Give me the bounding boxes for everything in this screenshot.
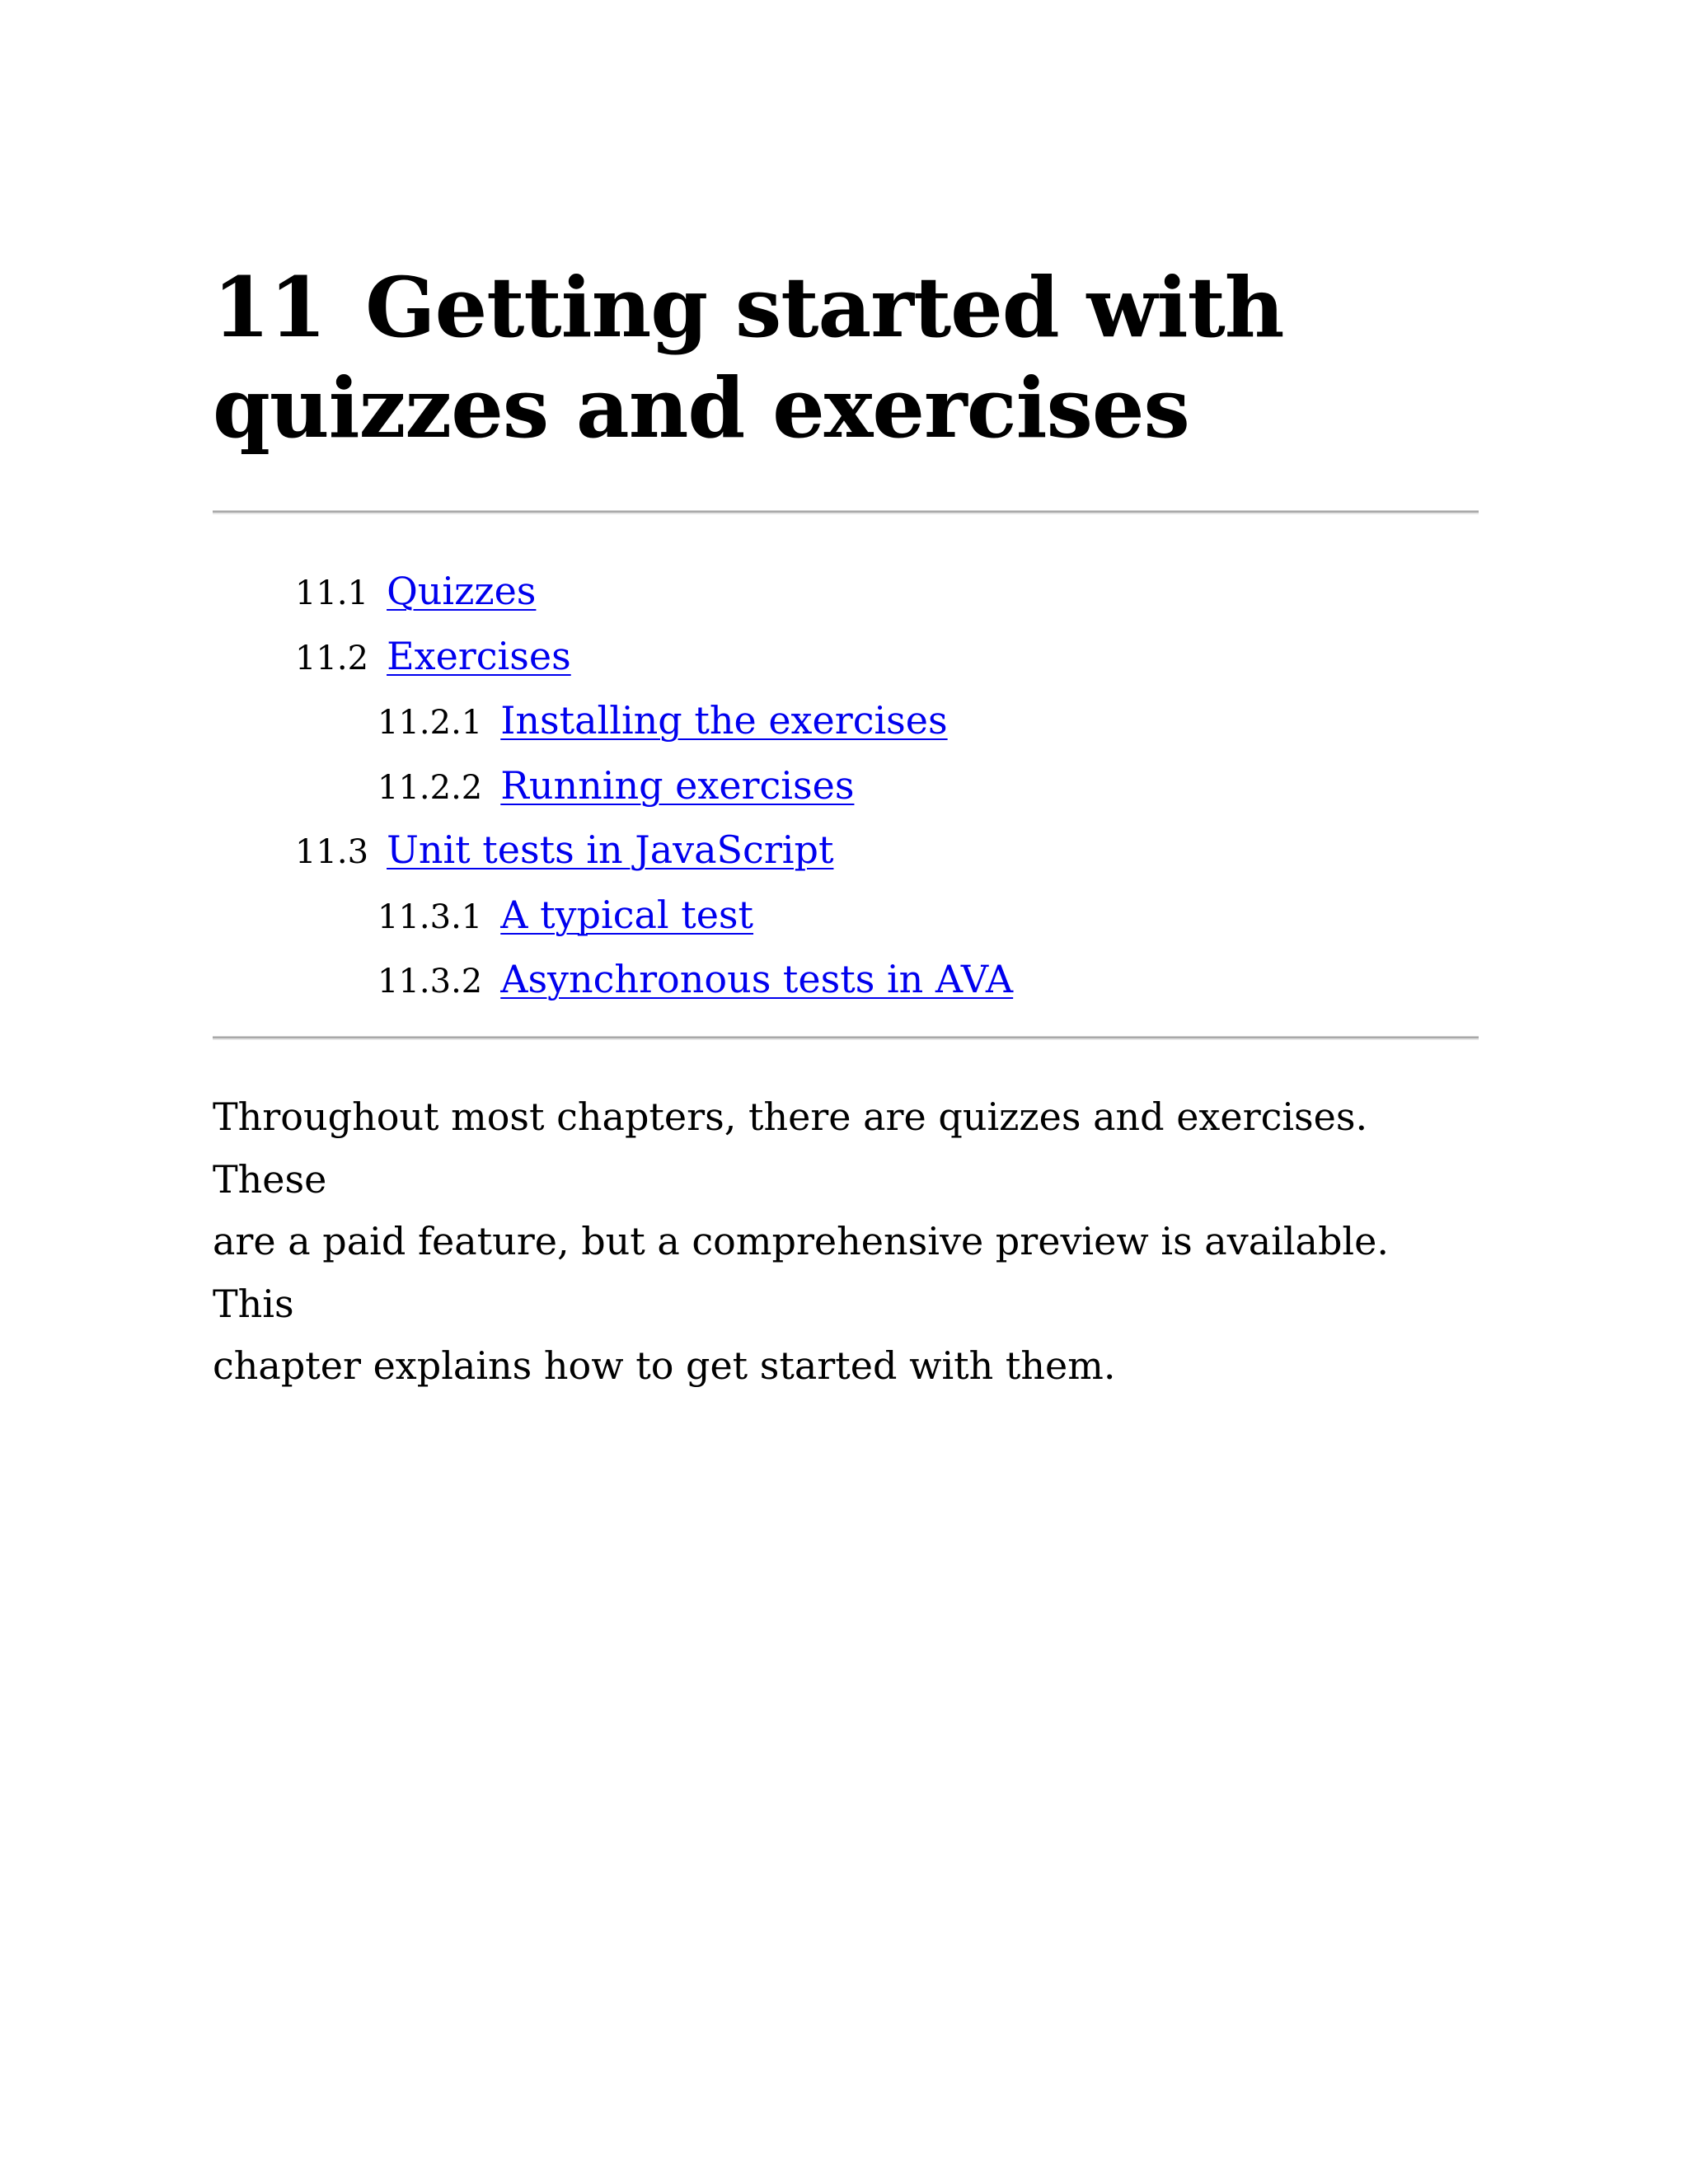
toc-item-quizzes	[213, 560, 1013, 626]
toc-item-typical-test	[213, 884, 1013, 949]
intro-line-1: Throughout most chapters, there are quizzes and exercises. These	[213, 1094, 1368, 1202]
toc-number: 11.3.2	[377, 963, 483, 1001]
intro-line-2: are a paid feature, but a comprehensive preview is available. This	[213, 1219, 1389, 1326]
toc-link-typical-test[interactable]: A typical test	[500, 892, 754, 937]
intro-paragraph	[213, 1086, 1479, 1398]
toc-link-exercises[interactable]: Exercises	[387, 633, 571, 678]
toc-link-running-exercises[interactable]: Running exercises	[500, 762, 855, 808]
toc-number: 11.2	[295, 639, 369, 677]
toc-link-async-tests[interactable]: Asynchronous tests in AVA	[500, 957, 1014, 1001]
toc-link-quizzes[interactable]: Quizzes	[387, 569, 537, 613]
toc-item-async-tests	[213, 949, 1013, 1014]
toc-item-installing-exercises	[213, 690, 1013, 755]
toc-item-running-exercises	[213, 755, 1013, 820]
toc-item-unit-tests	[213, 819, 1013, 884]
toc-number: 11.2.1	[377, 704, 483, 742]
table-of-contents	[213, 560, 1013, 1014]
toc-number: 11.3	[295, 833, 369, 871]
chapter-title	[213, 257, 1479, 458]
chapter-title-line-1: Getting started with	[365, 259, 1284, 356]
toc-top-divider	[213, 511, 1479, 514]
toc-item-exercises	[213, 626, 1013, 691]
toc-bottom-divider	[213, 1037, 1479, 1040]
toc-number: 11.2.2	[377, 768, 483, 807]
toc-number: 11.3.1	[377, 898, 483, 936]
toc-link-installing-exercises[interactable]: Installing the exercises	[500, 698, 948, 743]
toc-number: 11.1	[295, 574, 369, 612]
toc-link-unit-tests[interactable]: Unit tests in JavaScript	[387, 827, 834, 872]
intro-line-3: chapter explains how to get started with them.	[213, 1343, 1116, 1388]
chapter-title-line-2: quizzes and exercises	[213, 359, 1189, 457]
chapter-number: 11	[213, 259, 326, 356]
